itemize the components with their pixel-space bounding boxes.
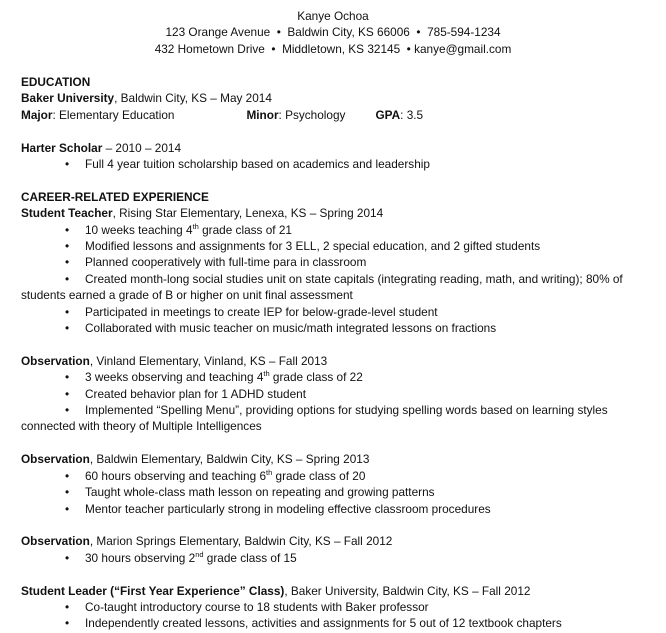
bullet-icon: • bbox=[65, 321, 70, 336]
scholarship-dates: – 2010 – 2014 bbox=[102, 140, 182, 155]
list-item: • 10 weeks teaching 4th grade class of 21 bbox=[65, 221, 292, 237]
list-item: • Collaborated with music teacher on music/math integrated lessons on fractions bbox=[65, 321, 497, 336]
job-details: , Baker University, Baldwin City, KS – Fall 2012 bbox=[284, 583, 531, 598]
minor-value: : Psychology bbox=[278, 107, 346, 122]
career-heading: CAREER-RELATED EXPERIENCE bbox=[21, 189, 209, 204]
job-details: , Rising Star Elementary, Lenexa, KS – Spring 2014 bbox=[112, 206, 384, 221]
bullet-icon: • bbox=[65, 255, 70, 270]
list-item-continuation: students earned a grade of B or higher on unit final assessment bbox=[21, 288, 353, 303]
bullet-icon: • bbox=[65, 501, 70, 516]
job-role: Observation bbox=[21, 534, 90, 549]
bullet-icon: • bbox=[65, 616, 70, 631]
job-role: Observation bbox=[21, 452, 90, 467]
job-role: Student Leader (“First Year Experience” Class) bbox=[21, 583, 285, 598]
resume-body bbox=[21, 74, 651, 632]
list-item: • 30 hours observing 2nd grade class of 15 bbox=[65, 549, 297, 565]
degree-line bbox=[21, 107, 651, 123]
job-details: , Baldwin Elementary, Baldwin City, KS – Spring 2013 bbox=[89, 452, 370, 467]
job-heading bbox=[21, 205, 651, 221]
bullet-icon: • bbox=[65, 386, 70, 401]
list-item: • Co-taught introductory course to 18 students with Baker professor bbox=[65, 599, 429, 614]
list-item: • 60 hours observing and teaching 6th grade class of 20 bbox=[65, 467, 366, 483]
job-role: Student Teacher bbox=[21, 206, 113, 221]
scholarship-name: Harter Scholar bbox=[21, 140, 103, 155]
scholarship-line bbox=[21, 140, 651, 156]
list-item: • 3 weeks observing and teaching 4th grade class of 22 bbox=[65, 369, 363, 385]
major-value: : Elementary Education bbox=[52, 107, 175, 122]
list-item: • Planned cooperatively with full-time para in classroom bbox=[65, 255, 367, 270]
school-details: , Baldwin City, KS – May 2014 bbox=[114, 91, 272, 106]
list-item: • Created behavior plan for 1 ADHD student bbox=[65, 386, 306, 401]
job-bullets bbox=[21, 550, 651, 566]
bullet-icon: • bbox=[65, 468, 70, 483]
applicant-name: Kanye Ochoa bbox=[297, 9, 369, 23]
bullet-icon: • bbox=[65, 485, 70, 500]
list-item: • Taught whole-class math lesson on repeating and growing patterns bbox=[65, 485, 435, 500]
list-item: • Created month-long social studies unit on state capitals (integrating reading, math, and writing); 80% of bbox=[65, 271, 623, 286]
bullet-icon: • bbox=[65, 304, 70, 319]
list-item: • Modified lessons and assignments for 3 ELL, 2 special education, and 2 gifted students bbox=[65, 239, 541, 254]
gpa-label: GPA bbox=[375, 107, 401, 122]
major-label: Major bbox=[21, 107, 53, 122]
education-school-line bbox=[21, 90, 651, 106]
bullet-icon: • bbox=[65, 370, 70, 385]
list-item-continuation: connected with theory of Multiple Intelligences bbox=[21, 419, 262, 434]
list-item: • Implemented “Spelling Menu”, providing options for studying spelling words based on learning styles bbox=[65, 403, 608, 418]
job-heading bbox=[21, 451, 651, 467]
job-bullets bbox=[21, 468, 651, 517]
bullet-icon: • bbox=[65, 599, 70, 614]
minor-label: Minor bbox=[246, 107, 279, 122]
list-item: • Full 4 year tuition scholarship based on academics and leadership bbox=[65, 157, 430, 172]
resume-header bbox=[0, 8, 666, 57]
job-heading bbox=[21, 533, 651, 549]
gpa-value: : 3.5 bbox=[400, 107, 424, 122]
list-item: • Independently created lessons, activities and assignments for 5 out of 12 textbook chapters bbox=[65, 616, 562, 631]
job-heading bbox=[21, 353, 651, 369]
job-details: , Vinland Elementary, Vinland, KS – Fall 2013 bbox=[89, 353, 328, 368]
job-bullets bbox=[21, 369, 651, 435]
education-heading: EDUCATION bbox=[21, 75, 91, 89]
address-line-permanent: 432 Hometown Drive • Middletown, KS 32145 • kanye@gmail.com bbox=[154, 41, 512, 56]
bullet-icon: • bbox=[65, 271, 70, 286]
list-item: • Mentor teacher particularly strong in modeling effective classroom procedures bbox=[65, 501, 491, 516]
bullet-icon: • bbox=[65, 550, 70, 565]
bullet-icon: • bbox=[65, 239, 70, 254]
job-heading bbox=[21, 583, 651, 599]
school-name: Baker University bbox=[21, 91, 115, 106]
job-role: Observation bbox=[21, 353, 90, 368]
scholarship-bullets bbox=[21, 156, 651, 172]
address-line-current: 123 Orange Avenue • Baldwin City, KS 66006 • 785-594-1234 bbox=[165, 25, 501, 40]
bullet-icon: • bbox=[65, 157, 70, 172]
list-item: • Participated in meetings to create IEP for below-grade-level student bbox=[65, 304, 438, 319]
job-bullets bbox=[21, 222, 651, 337]
bullet-icon: • bbox=[65, 222, 70, 237]
job-details: , Marion Springs Elementary, Baldwin City, KS – Fall 2012 bbox=[89, 534, 393, 549]
bullet-icon: • bbox=[65, 403, 70, 418]
job-bullets bbox=[21, 599, 651, 632]
